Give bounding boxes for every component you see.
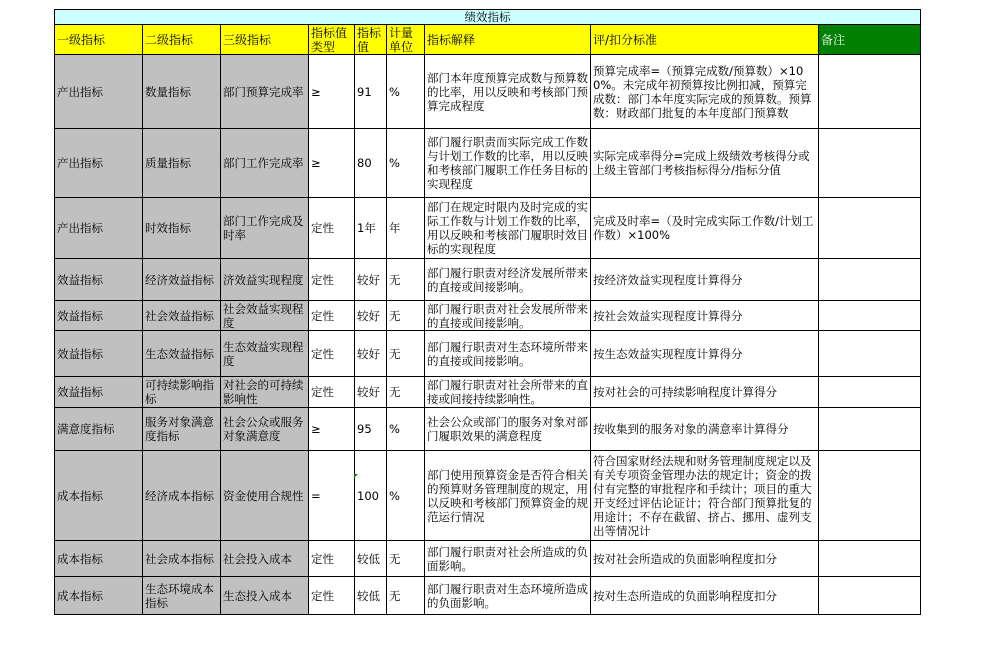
- unit-cell[interactable]: 无: [387, 259, 425, 301]
- unit-cell[interactable]: 无: [387, 301, 425, 331]
- value-cell[interactable]: 较好: [355, 301, 387, 331]
- explanation-cell[interactable]: 部门履行职责对生态环境所带来的直接或间接影响。: [425, 331, 591, 377]
- standard-cell[interactable]: 符合国家财经法规和财务管理制度规定以及有关专项资金管理办法的规定计；资金的拨付有完整的审批程序和手续计；项目的重大开支经过评估论证计；符合部门预算批复的用途计；不存在截留、挤占、挪用、虚列支出等情况计: [591, 451, 819, 541]
- level3-cell[interactable]: 部门工作完成及时率: [221, 198, 309, 259]
- level1-cell[interactable]: 成本指标: [55, 451, 143, 541]
- value-cell[interactable]: 91: [355, 55, 387, 129]
- explanation-cell[interactable]: 部门履行职责对经济发展所带来的直接或间接影响。: [425, 259, 591, 301]
- performance-indicator-table: [54, 9, 921, 615]
- explanation-cell[interactable]: 部门履行职责对社会所造成的负面影响。: [425, 541, 591, 577]
- value-cell[interactable]: 较低: [355, 577, 387, 615]
- level2-cell[interactable]: 服务对象满意度指标: [143, 408, 221, 451]
- level3-cell[interactable]: 生态投入成本: [221, 577, 309, 615]
- standard-cell[interactable]: 按对社会的可持续影响程度计算得分: [591, 377, 819, 408]
- value-type-cell[interactable]: 定性: [309, 541, 355, 577]
- level3-cell[interactable]: 济效益实现程度: [221, 259, 309, 301]
- table-title: 绩效指标: [55, 10, 921, 25]
- table-row: [55, 331, 921, 377]
- explanation-cell[interactable]: 社会公众或部门的服务对象对部门履职效果的满意程度: [425, 408, 591, 451]
- explanation-cell[interactable]: 部门履行职责对生态环境所造成的负面影响。: [425, 577, 591, 615]
- level2-cell[interactable]: 生态环境成本指标: [143, 577, 221, 615]
- standard-cell[interactable]: 按收集到的服务对象的满意率计算得分: [591, 408, 819, 451]
- unit-cell[interactable]: %: [387, 129, 425, 198]
- note-cell[interactable]: [819, 577, 921, 615]
- level3-cell[interactable]: 对社会的可持续影响性: [221, 377, 309, 408]
- level3-cell[interactable]: 社会效益实现程度: [221, 301, 309, 331]
- level1-cell[interactable]: 满意度指标: [55, 408, 143, 451]
- table-row: [55, 577, 921, 615]
- explanation-cell[interactable]: 部门使用预算资金是否符合相关的预算财务管理制度的规定，用以反映和考核部门预算资金的规范运行情况: [425, 451, 591, 541]
- value-type-cell[interactable]: =: [309, 451, 355, 541]
- level3-cell[interactable]: 社会公众或服务对象满意度: [221, 408, 309, 451]
- table-row: [55, 198, 921, 259]
- value-cell[interactable]: 较好: [355, 259, 387, 301]
- level1-cell[interactable]: 产出指标: [55, 129, 143, 198]
- value-type-cell[interactable]: 定性: [309, 577, 355, 615]
- value-cell[interactable]: 1年: [355, 198, 387, 259]
- table-row: [55, 259, 921, 301]
- level2-cell[interactable]: 社会成本指标: [143, 541, 221, 577]
- standard-cell[interactable]: 按生态效益实现程度计算得分: [591, 331, 819, 377]
- value-type-cell[interactable]: ≥: [309, 55, 355, 129]
- explanation-cell[interactable]: 部门履行职责而实际完成工作数与计划工作数的比率，用以反映和考核部门履职工作任务目标的实现程度: [425, 129, 591, 198]
- standard-cell[interactable]: 完成及时率=（及时完成实际工作数/计划工作数）×100%: [591, 198, 819, 259]
- level2-cell[interactable]: 时效指标: [143, 198, 221, 259]
- unit-cell[interactable]: %: [387, 55, 425, 129]
- level3-cell[interactable]: 资金使用合规性: [221, 451, 309, 541]
- header-level1: 一级指标: [55, 25, 143, 55]
- value-type-cell[interactable]: 定性: [309, 301, 355, 331]
- level2-cell[interactable]: 经济成本指标: [143, 451, 221, 541]
- level3-cell[interactable]: 部门工作完成率: [221, 129, 309, 198]
- note-cell[interactable]: [819, 408, 921, 451]
- explanation-cell[interactable]: 部门在规定时限内及时完成的实际工作数与计划工作数的比率，用以反映和考核部门履职时效目标的实现程度: [425, 198, 591, 259]
- level1-cell[interactable]: 效益指标: [55, 331, 143, 377]
- note-cell[interactable]: [819, 301, 921, 331]
- value-cell[interactable]: 较低: [355, 541, 387, 577]
- value-type-cell[interactable]: 定性: [309, 331, 355, 377]
- standard-cell[interactable]: 按社会效益实现程度计算得分: [591, 301, 819, 331]
- table-row: [55, 301, 921, 331]
- value-cell[interactable]: 较好: [355, 331, 387, 377]
- value-cell[interactable]: 较好: [355, 377, 387, 408]
- unit-cell[interactable]: %: [387, 451, 425, 541]
- note-cell[interactable]: [819, 451, 921, 541]
- level1-cell[interactable]: 成本指标: [55, 577, 143, 615]
- unit-cell[interactable]: 无: [387, 541, 425, 577]
- value-type-cell[interactable]: 定性: [309, 377, 355, 408]
- level1-cell[interactable]: 效益指标: [55, 259, 143, 301]
- header-level2: 二级指标: [143, 25, 221, 55]
- level3-cell[interactable]: 生态效益实现程度: [221, 331, 309, 377]
- explanation-cell[interactable]: 部门履行职责对社会发展所带来的直接或间接影响。: [425, 301, 591, 331]
- level1-cell[interactable]: 效益指标: [55, 301, 143, 331]
- level3-cell[interactable]: 部门预算完成率: [221, 55, 309, 129]
- level2-cell[interactable]: 生态效益指标: [143, 331, 221, 377]
- level2-cell[interactable]: 数量指标: [143, 55, 221, 129]
- note-cell[interactable]: [819, 259, 921, 301]
- note-cell[interactable]: [819, 377, 921, 408]
- note-cell[interactable]: [819, 541, 921, 577]
- header-explanation: 指标解释: [425, 25, 591, 55]
- header-standard: 评/扣分标准: [591, 25, 819, 55]
- level1-cell[interactable]: 成本指标: [55, 541, 143, 577]
- header-value: 指标值: [355, 25, 387, 55]
- table-row: [55, 377, 921, 408]
- note-cell[interactable]: [819, 331, 921, 377]
- value-cell[interactable]: 80: [355, 129, 387, 198]
- unit-cell[interactable]: %: [387, 408, 425, 451]
- header-note: 备注: [819, 25, 921, 55]
- explanation-cell[interactable]: 部门履行职责对社会所带来的直接或间接持续影响性。: [425, 377, 591, 408]
- standard-cell[interactable]: 按对生态所造成的负面影响程度扣分: [591, 577, 819, 615]
- level3-cell[interactable]: 社会投入成本: [221, 541, 309, 577]
- level2-cell[interactable]: 可持续影响指标: [143, 377, 221, 408]
- level1-cell[interactable]: 产出指标: [55, 55, 143, 129]
- unit-cell[interactable]: 无: [387, 377, 425, 408]
- note-cell[interactable]: [819, 129, 921, 198]
- value-type-cell[interactable]: ≥: [309, 129, 355, 198]
- header-unit: 计量单位: [387, 25, 425, 55]
- note-cell[interactable]: [819, 198, 921, 259]
- explanation-cell[interactable]: 部门本年度预算完成数与预算数的比率，用以反映和考核部门预算完成程度: [425, 55, 591, 129]
- standard-cell[interactable]: 按经济效益实现程度计算得分: [591, 259, 819, 301]
- header-row: [55, 25, 921, 55]
- level1-cell[interactable]: 效益指标: [55, 377, 143, 408]
- unit-cell[interactable]: 年: [387, 198, 425, 259]
- standard-cell[interactable]: 实际完成率得分=完成上级绩效考核得分或上级主管部门考核指标得分/指标分值: [591, 129, 819, 198]
- header-level3: 三级指标: [221, 25, 309, 55]
- table-row: [55, 408, 921, 451]
- value-type-cell[interactable]: ≥: [309, 408, 355, 451]
- unit-cell[interactable]: 无: [387, 331, 425, 377]
- unit-cell[interactable]: 无: [387, 577, 425, 615]
- level2-cell[interactable]: 经济效益指标: [143, 259, 221, 301]
- value-type-cell[interactable]: 定性: [309, 198, 355, 259]
- value-cell[interactable]: 100: [355, 451, 387, 541]
- level1-cell[interactable]: 产出指标: [55, 198, 143, 259]
- level2-cell[interactable]: 社会效益指标: [143, 301, 221, 331]
- table-row: [55, 451, 921, 541]
- value-type-cell[interactable]: 定性: [309, 259, 355, 301]
- standard-cell[interactable]: 预算完成率=（预算完成数/预算数）×100%。未完成年初预算按比例扣减，预算完成数：部门本年度实际完成的预算数。预算数：财政部门批复的本年度部门预算数: [591, 55, 819, 129]
- cell-comment-marker: [354, 474, 358, 478]
- table-row: [55, 129, 921, 198]
- level2-cell[interactable]: 质量指标: [143, 129, 221, 198]
- table-row: [55, 541, 921, 577]
- table-row: [55, 55, 921, 129]
- header-value-type: 指标值类型: [309, 25, 355, 55]
- value-cell[interactable]: 95: [355, 408, 387, 451]
- standard-cell[interactable]: 按对社会所造成的负面影响程度扣分: [591, 541, 819, 577]
- note-cell[interactable]: [819, 55, 921, 129]
